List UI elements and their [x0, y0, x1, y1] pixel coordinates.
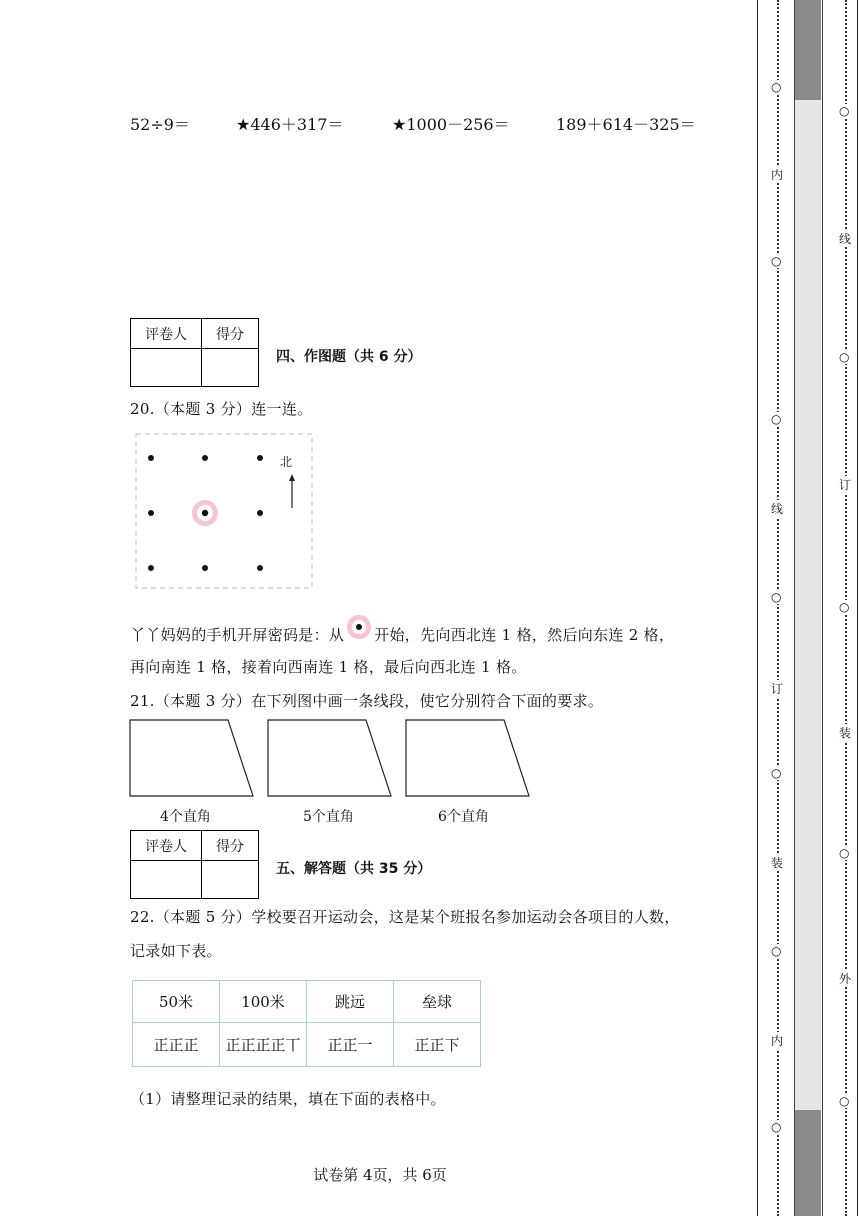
- binding-circle: ○: [839, 600, 850, 614]
- reviewer-cell[interactable]: [131, 349, 202, 387]
- score-cell[interactable]: [202, 349, 259, 387]
- section5-title: 五、解答题（共 35 分）: [276, 861, 432, 877]
- page-footer: 试卷第 4页，共 6页: [313, 1166, 447, 1184]
- q21-stem: 21.（本题 3 分）在下列图中画一条线段，使它分别符合下面的要求。: [130, 692, 604, 710]
- binding-circle: ○: [771, 254, 782, 268]
- dot-se: [257, 565, 263, 571]
- binding-circle: ○: [839, 1094, 850, 1108]
- strip-light: [795, 100, 821, 1110]
- equation-3: ★1000－256＝: [392, 115, 510, 134]
- reviewer-label: 评卷人: [131, 831, 202, 861]
- trapezoid-figures: [128, 718, 538, 802]
- dot-s: [202, 565, 208, 571]
- q21-caption-1: 4个直角: [160, 809, 211, 825]
- equation-1: 52÷9＝: [130, 115, 190, 134]
- dot-n: [202, 455, 208, 461]
- q20-stem: 20.（本题 3 分）连一连。: [130, 400, 313, 418]
- q21-caption-3: 6个直角: [438, 809, 489, 825]
- binding-char: 装: [771, 856, 784, 870]
- score-box-section4: [130, 318, 259, 387]
- dot-e: [257, 510, 263, 516]
- tally-cell: 正正一: [307, 1023, 394, 1067]
- binding-char: 装: [839, 726, 852, 740]
- tally-header: 50米: [133, 981, 220, 1023]
- tally-table: [132, 980, 481, 1067]
- trapezoid-2: [268, 720, 391, 796]
- tally-header: 100米: [220, 981, 307, 1023]
- q22-stem-line2: 记录如下表。: [130, 942, 222, 960]
- dot-nw: [148, 455, 154, 461]
- binding-char: 订: [839, 478, 852, 492]
- binding-circle: ○: [771, 590, 782, 604]
- trapezoid-3: [406, 720, 529, 796]
- equation-2: ★446＋317＝: [236, 115, 344, 134]
- binding-char: 内: [771, 1034, 784, 1048]
- equation-4: 189＋614－325＝: [556, 115, 696, 134]
- score-label: 得分: [202, 319, 259, 349]
- binding-circle: ○: [839, 104, 850, 118]
- binding-border-left: [757, 0, 760, 1216]
- binding-circle: ○: [771, 766, 782, 780]
- trapezoid-1: [130, 720, 253, 796]
- q20-text-after: 开始，先向西北连 1 格，然后向东连 2 格，: [374, 626, 675, 644]
- tally-header: 跳远: [307, 981, 394, 1023]
- flower-start-icon: [192, 500, 218, 526]
- score-label: 得分: [202, 831, 259, 861]
- section4-title: 四、作图题（共 6 分）: [276, 349, 422, 365]
- dot-sw: [148, 565, 154, 571]
- binding-char: 外: [839, 972, 852, 986]
- binding-circle: ○: [839, 846, 850, 860]
- tally-cell: 正正正正丅: [220, 1023, 307, 1067]
- reviewer-cell[interactable]: [131, 861, 202, 899]
- q20-text-line2: 再向南连 1 格，接着向西南连 1 格，最后向西北连 1 格。: [130, 658, 527, 676]
- tally-header: 垒球: [394, 981, 481, 1023]
- strip-dark-bottom: [795, 1110, 821, 1216]
- tally-cell: 正正下: [394, 1023, 481, 1067]
- dot-grid-figure: [130, 428, 320, 594]
- binding-circle: ○: [771, 944, 782, 958]
- binding-char: 内: [771, 168, 784, 182]
- flower-inline-icon: [344, 628, 374, 644]
- binding-char: 线: [771, 502, 784, 516]
- binding-char: 线: [839, 232, 852, 246]
- score-box-section5: [130, 830, 259, 899]
- q22-sub1: （1）请整理记录的结果，填在下面的表格中。: [130, 1090, 446, 1108]
- q21-caption-2: 5个直角: [303, 809, 354, 825]
- dot-ne: [257, 455, 263, 461]
- north-label: 北: [279, 455, 293, 469]
- reviewer-label: 评卷人: [131, 319, 202, 349]
- strip-dark-top: [795, 0, 821, 100]
- tally-cell: 正正正: [133, 1023, 220, 1067]
- q20-text-line1: [130, 624, 674, 645]
- binding-circle: ○: [771, 1120, 782, 1134]
- q22-stem-line1: 22.（本题 5 分）学校要召开运动会，这是某个班报名参加运动会各项目的人数，: [130, 908, 680, 926]
- binding-circle: ○: [839, 350, 850, 364]
- binding-char: 订: [771, 682, 784, 696]
- binding-circle: ○: [771, 412, 782, 426]
- q20-text-before: 丫丫妈妈的手机开屏密码是：从: [130, 626, 345, 644]
- score-cell[interactable]: [202, 861, 259, 899]
- dot-w: [148, 510, 154, 516]
- binding-circle: ○: [771, 80, 782, 94]
